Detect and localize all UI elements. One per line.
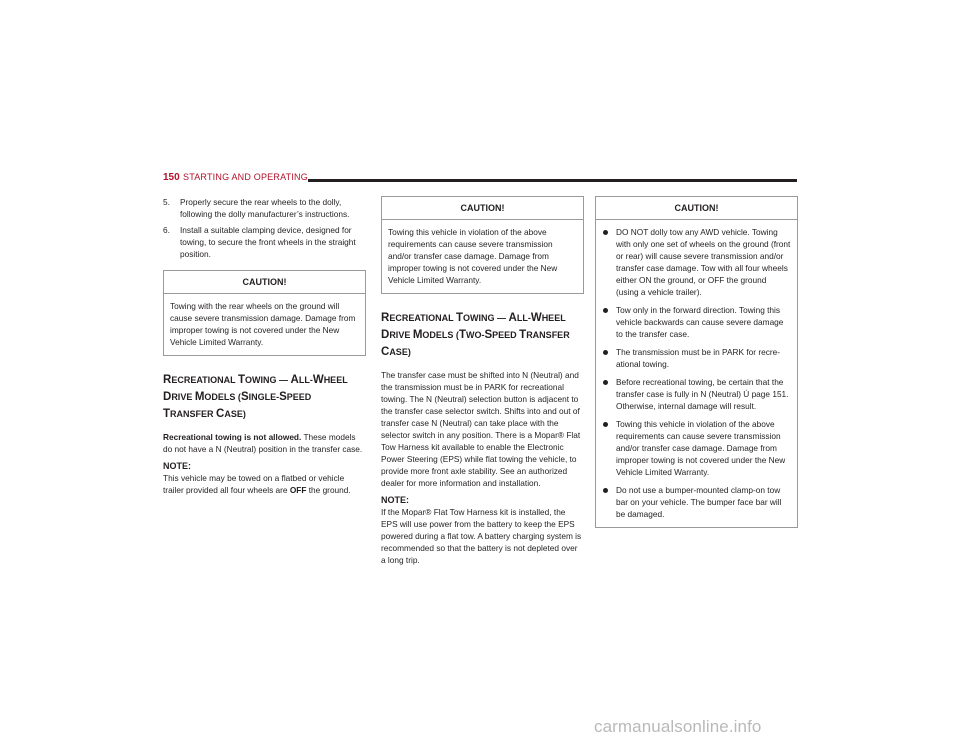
note-label: NOTE: <box>381 495 409 505</box>
caution-title: CAUTION! <box>382 197 583 220</box>
caution-text: Towing this vehicle in violation of the above requirements can cause severe transmission and/or transfer case damage. Damage from improper towing is not covered under the New Vehicle Limited Warranty. <box>388 227 558 285</box>
caution-box <box>381 196 584 294</box>
caution-body <box>596 220 797 527</box>
section-heading: RECREATIONAL TOWING — ALL-WHEEL DRIVE MODELS (TWO-SPEED TRANSFER CASE) <box>381 312 570 358</box>
step-text: Properly secure the rear wheels to the dolly, following the dolly manufacturer’s instructions. <box>180 197 350 219</box>
body-paragraph: The transfer case must be shifted into N (Neutral) and the transmission must be in PARK for recreational towing. The N (Neutral) selection button is adjacent to the transfer case selector switch. Shifts into and out of transfer case N (Neutral) can take place with the selector switch in any position. There is a Mopar® Flat Tow Harness kit available to enable the Electronic Power Steering (EPS) while flat towing the vehicle, to provide more front axle stability. See an authorized dealer for more information and installation. <box>381 370 581 488</box>
note-label: NOTE: <box>163 461 191 471</box>
intro-text: These models do not have a N (Neutral) position in the transfer case. <box>163 432 363 454</box>
step-number: 5. <box>163 197 170 207</box>
caution-title: CAUTION! <box>164 271 365 294</box>
bullet-icon <box>603 422 608 427</box>
bullet-icon <box>603 230 608 235</box>
list-item: Before recreational towing, be certain that the transfer case is fully in N (Neutral) Ú page 151. Otherwise, internal damage will result. <box>602 376 791 412</box>
intro-paragraph <box>163 431 366 455</box>
caution-title: CAUTION! <box>596 197 797 220</box>
watermark: carmanualsonline.info <box>594 717 762 736</box>
step-item <box>163 224 366 260</box>
intro-bold: Recreational towing is not allowed. <box>163 432 302 442</box>
list-item: Do not use a bumper-mounted clamp-on tow bar on your vehicle. The bumper face bar will be damaged. <box>602 484 791 520</box>
bullet-icon <box>603 488 608 493</box>
section-heading: RECREATIONAL TOWING — ALL-WHEEL DRIVE MODELS (SINGLE-SPEED TRANSFER CASE) <box>163 374 348 420</box>
bullet-icon <box>603 308 608 313</box>
page-reference-arrow-icon: Ú <box>743 389 750 399</box>
list-item: Towing this vehicle in violation of the above requirements can cause severe transmission and/or transfer case damage. Damage from improper towing is not covered under the New Vehicle Limited Warranty. <box>602 418 791 478</box>
list-item: Tow only in the forward direction. Towing this vehicle backwards can cause severe damage to the transfer case. <box>602 304 791 340</box>
header-rule <box>308 179 797 182</box>
caution-box <box>595 196 798 528</box>
bullet-icon <box>603 380 608 385</box>
bullet-icon <box>603 350 608 355</box>
step-item <box>163 196 366 220</box>
right-column <box>595 196 798 528</box>
caution-bullet-list <box>602 226 791 520</box>
page-number: 150 <box>163 172 180 183</box>
middle-column <box>381 196 584 566</box>
note-text: This vehicle may be towed on a flatbed or vehicle trailer provided all four wheels are OFF the ground. <box>163 473 351 495</box>
page-header <box>163 172 797 186</box>
caution-box <box>163 270 366 356</box>
step-text: Install a suitable clamping device, designed for towing, to secure the front wheels in the straight position. <box>180 225 356 259</box>
step-number: 6. <box>163 225 170 235</box>
list-item: DO NOT dolly tow any AWD vehicle. Towing with only one set of wheels on the ground (front or rear) will cause severe transmission and/or transfer case damage. Tow with all four wheels either ON the ground, or OFF the ground (using a vehicle trailer). <box>602 226 791 298</box>
list-item: The transmission must be in PARK for recre-ational towing. <box>602 346 791 370</box>
caution-text: Towing with the rear wheels on the ground will cause severe transmission damage. Damage from improper towing is not covered under the New Vehicle Limited Warranty. <box>170 301 356 347</box>
note-text: If the Mopar® Flat Tow Harness kit is installed, the EPS will use power from the battery to keep the EPS powered during a flat tow. A battery charging system is recommended so that the battery is not depleted over a long trip. <box>381 507 582 565</box>
section-title: STARTING AND OPERATING <box>183 172 308 182</box>
left-column <box>163 196 366 496</box>
